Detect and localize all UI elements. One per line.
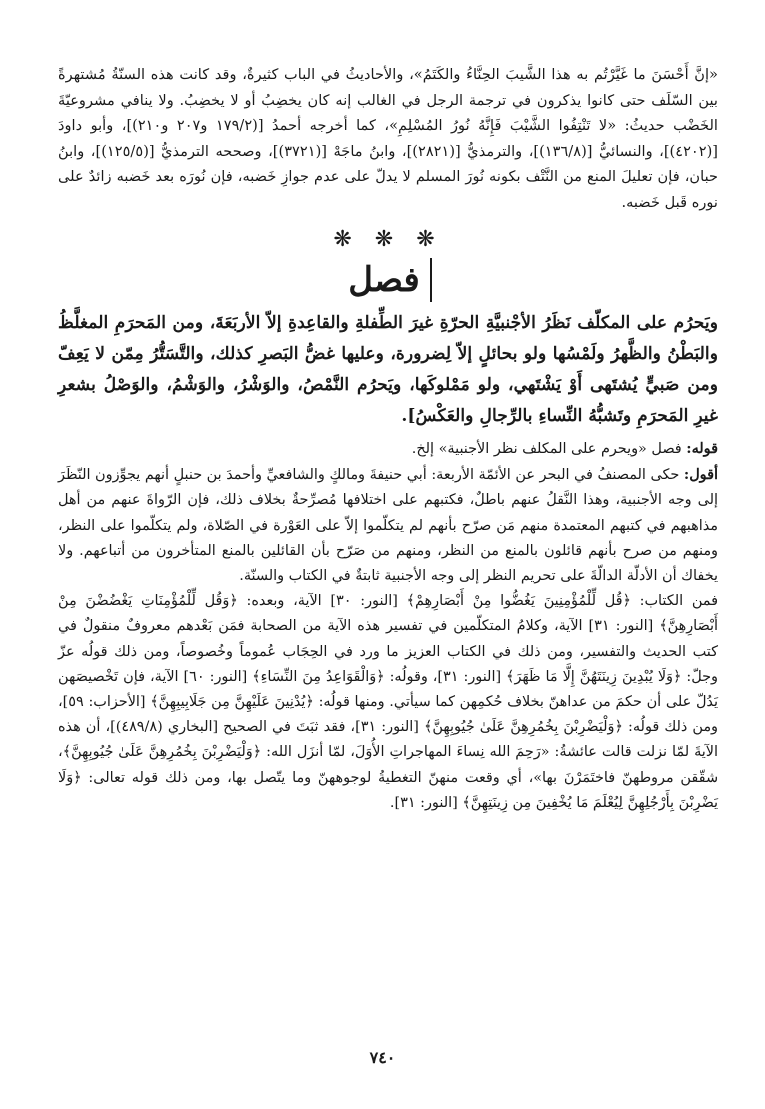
matn-text: ويَحرُم على المكلّف نَظَرُ الأجْنبيَّةِ الحرّةِ غيرَ الطِّفلةِ والقاعِدةِ إلاّ الأربَعَةَ، ومن المَحرَمِ المغلَّظُ والبَطْنُ والظَّهرُ ولَمْسُها ولو بحائلٍ إلاّ لِضرورة، وعليها غضُّ البَصرِ كذلك، والتَّسَتُّرُ مِمّن لا يَعِفّ ومن صَبيٍّ يُشتَهى أَوْ يَشْتَهي، ولو مَمْلوكَها، ويَحرُم النَّمْصُ، والوَشْرُ، والوَشْمُ، والوَصْلُ بشعرِ غيرِ المَحرَمِ وتَشبُّهُ النِّساءِ بالرِّجالِ والعَكْسُ]. — [58, 313, 718, 426]
top-paragraph: «إنَّ أَحْسَنَ ما غَيَّرْتُم به هذا الشَّيبَ الحِنَّاءُ والكَتَمُ»، والأحاديثُ في الباب كثيرةٌ، وقد كانت هذه السنّةُ مُشتهرةً بين السّلَف حتى كانوا يذكرون في ترجمة الرجل في الغالب إنه كان يخضِبُ أو لا يخضِبُ. ولا ينافي مشروعيّةَ الخَضْب حديثُ: «لا تَنْتِفُوا الشَّيْبَ فَإِنَّهُ نُورُ المُسْلِمِ»، كما أخرجه أحمدُ [(١٧٩/٢ و٢٠٧ و٢١٠)]، وأبو داودَ [(٤٢٠٢)]، والنسائيُّ [(١٣٦/٨)]، والترمذيُّ [(٢٨٢١)]، وابنُ ماجَهْ [(٣٧٢١)]، وصححه الترمذيُّ [(١٢٥/٥)]، وابنُ حبان، فإن تعليلَ المنع من النَّتْف بكونه نُورَ المسلم لا يدلّ على عدم جوازِ خَضبه، فإن نُورَه بعد خَضبه زائدٌ على نوره قَبل خَضبه. — [58, 66, 718, 211]
qawluhu-label: قوله: — [686, 440, 718, 457]
qawluhu-paragraph — [58, 436, 718, 462]
aqul-paragraph — [58, 462, 718, 589]
aqul-label: أقول: — [683, 466, 718, 484]
section-heading — [58, 258, 718, 302]
section-divider: ❋ ❋ ❋ — [333, 227, 443, 252]
page-body — [58, 62, 718, 816]
page-number: ٧٤٠ — [369, 1048, 396, 1067]
qawluhu-text: فصل «ويحرم على المكلف نظر الأجنبية» إلخ. — [411, 441, 682, 457]
aqul-text: حكى المصنفُ في البحر عن الأئمّة الأربعة: أبي حنيفةَ ومالكٍ والشافعيِّ وأحمدَ بن حنبلٍ أنهم يجوِّزون النّظَرَ إلى وجه الأجنبية، وهذا النَّقلُ عنهم باطلٌ، فكتبهم على اختلافها مُصرِّحةٌ بخلاف ذلك، فإن الرّواةَ عنهم من أهل مذاهبهم في كتبهم المعتمدة منهم مَن صرّح بأنهم لم يتكلّموا إلاّ على العَوْرة في الصّلاة، ولم يتكلّموا على النظر، ومنهم من صرح بأنهم قائلون بالمنع من النظر، ومنهم من صَرّح بأن القائلين بالمنع المتأخرون من أتباعهم. ولا يخفاك أن الأدلّة الدالّةَ على تحريم النظر إلى وجه الأجنبية ثابتةٌ في الكتاب والسنّة. — [58, 467, 718, 585]
section-heading-text: فصل — [344, 258, 432, 302]
evidence-paragraph: فمن الكتاب: ﴿قُل لِّلْمُؤْمِنِينَ يَغُضُّوا مِنْ أَبْصَارِهِمْ﴾ [النور: ٣٠] الآية، وبعده: ﴿وَقُل لِّلْمُؤْمِنَاتِ يَغْضُضْنَ مِنْ أَبْصَارِهِنَّ﴾ [النور: ٣١] الآية، وكلامُ المتكلّمين في تفسير هذه الآية من الصحابة فمَن بَعْدهم معروفٌ منقولٌ في كتب الحديث والتفسير، ومن ذلك في الكتاب العزيز ما ورد في الحِجَاب عُموماً وخُصوصاً، ومن ذلك قولُه عزّ وجلّ: ﴿وَلَا يُبْدِينَ زِينَتَهُنَّ إِلَّا مَا ظَهَرَ﴾ [النور: ٣١]، وقولُه: ﴿وَالْقَوَاعِدُ مِنَ النِّسَاءِ﴾ [النور: ٦٠] الآية، فإن تَخْصيصَهن يَدُلّ على أن حكمَ من عداهنّ بخلاف حُكمِهن كما سيأتي. ومنها قولُه: ﴿يُدْنِينَ عَلَيْهِنَّ مِن جَلَابِيبِهِنَّ﴾ [الأحزاب: ٥٩]، ومن ذلك قولُه: ﴿وَلْيَضْرِبْنَ بِخُمُرِهِنَّ عَلَىٰ جُيُوبِهِنَّ﴾ [النور: ٣١]، فقد ثبَتَ في الصحيح [البخاري (٤٨٩/٨)]، أن هذه الآيةَ لمّا نزلت قالت عائشةُ: «رَحِمَ الله نِساءَ المهاجراتِ الأُوَلَ، لمّا أنزَل الله: ﴿وَلْيَضْرِبْنَ بِخُمُرِهِنَّ عَلَىٰ جُيُوبِهِنَّ﴾، شقّقن مروطهنّ فاختَمَرْنَ بها»، أي وقعت منهنّ التغطيةُ لوجوههنّ وما يتّصل بها، ومن ذلك قوله تعالى: ﴿وَلَا يَضْرِبْنَ بِأَرْجُلِهِنَّ لِيُعْلَمَ مَا يُخْفِينَ مِن زِينَتِهِنَّ﴾ [النور: ٣١]. — [58, 593, 719, 811]
